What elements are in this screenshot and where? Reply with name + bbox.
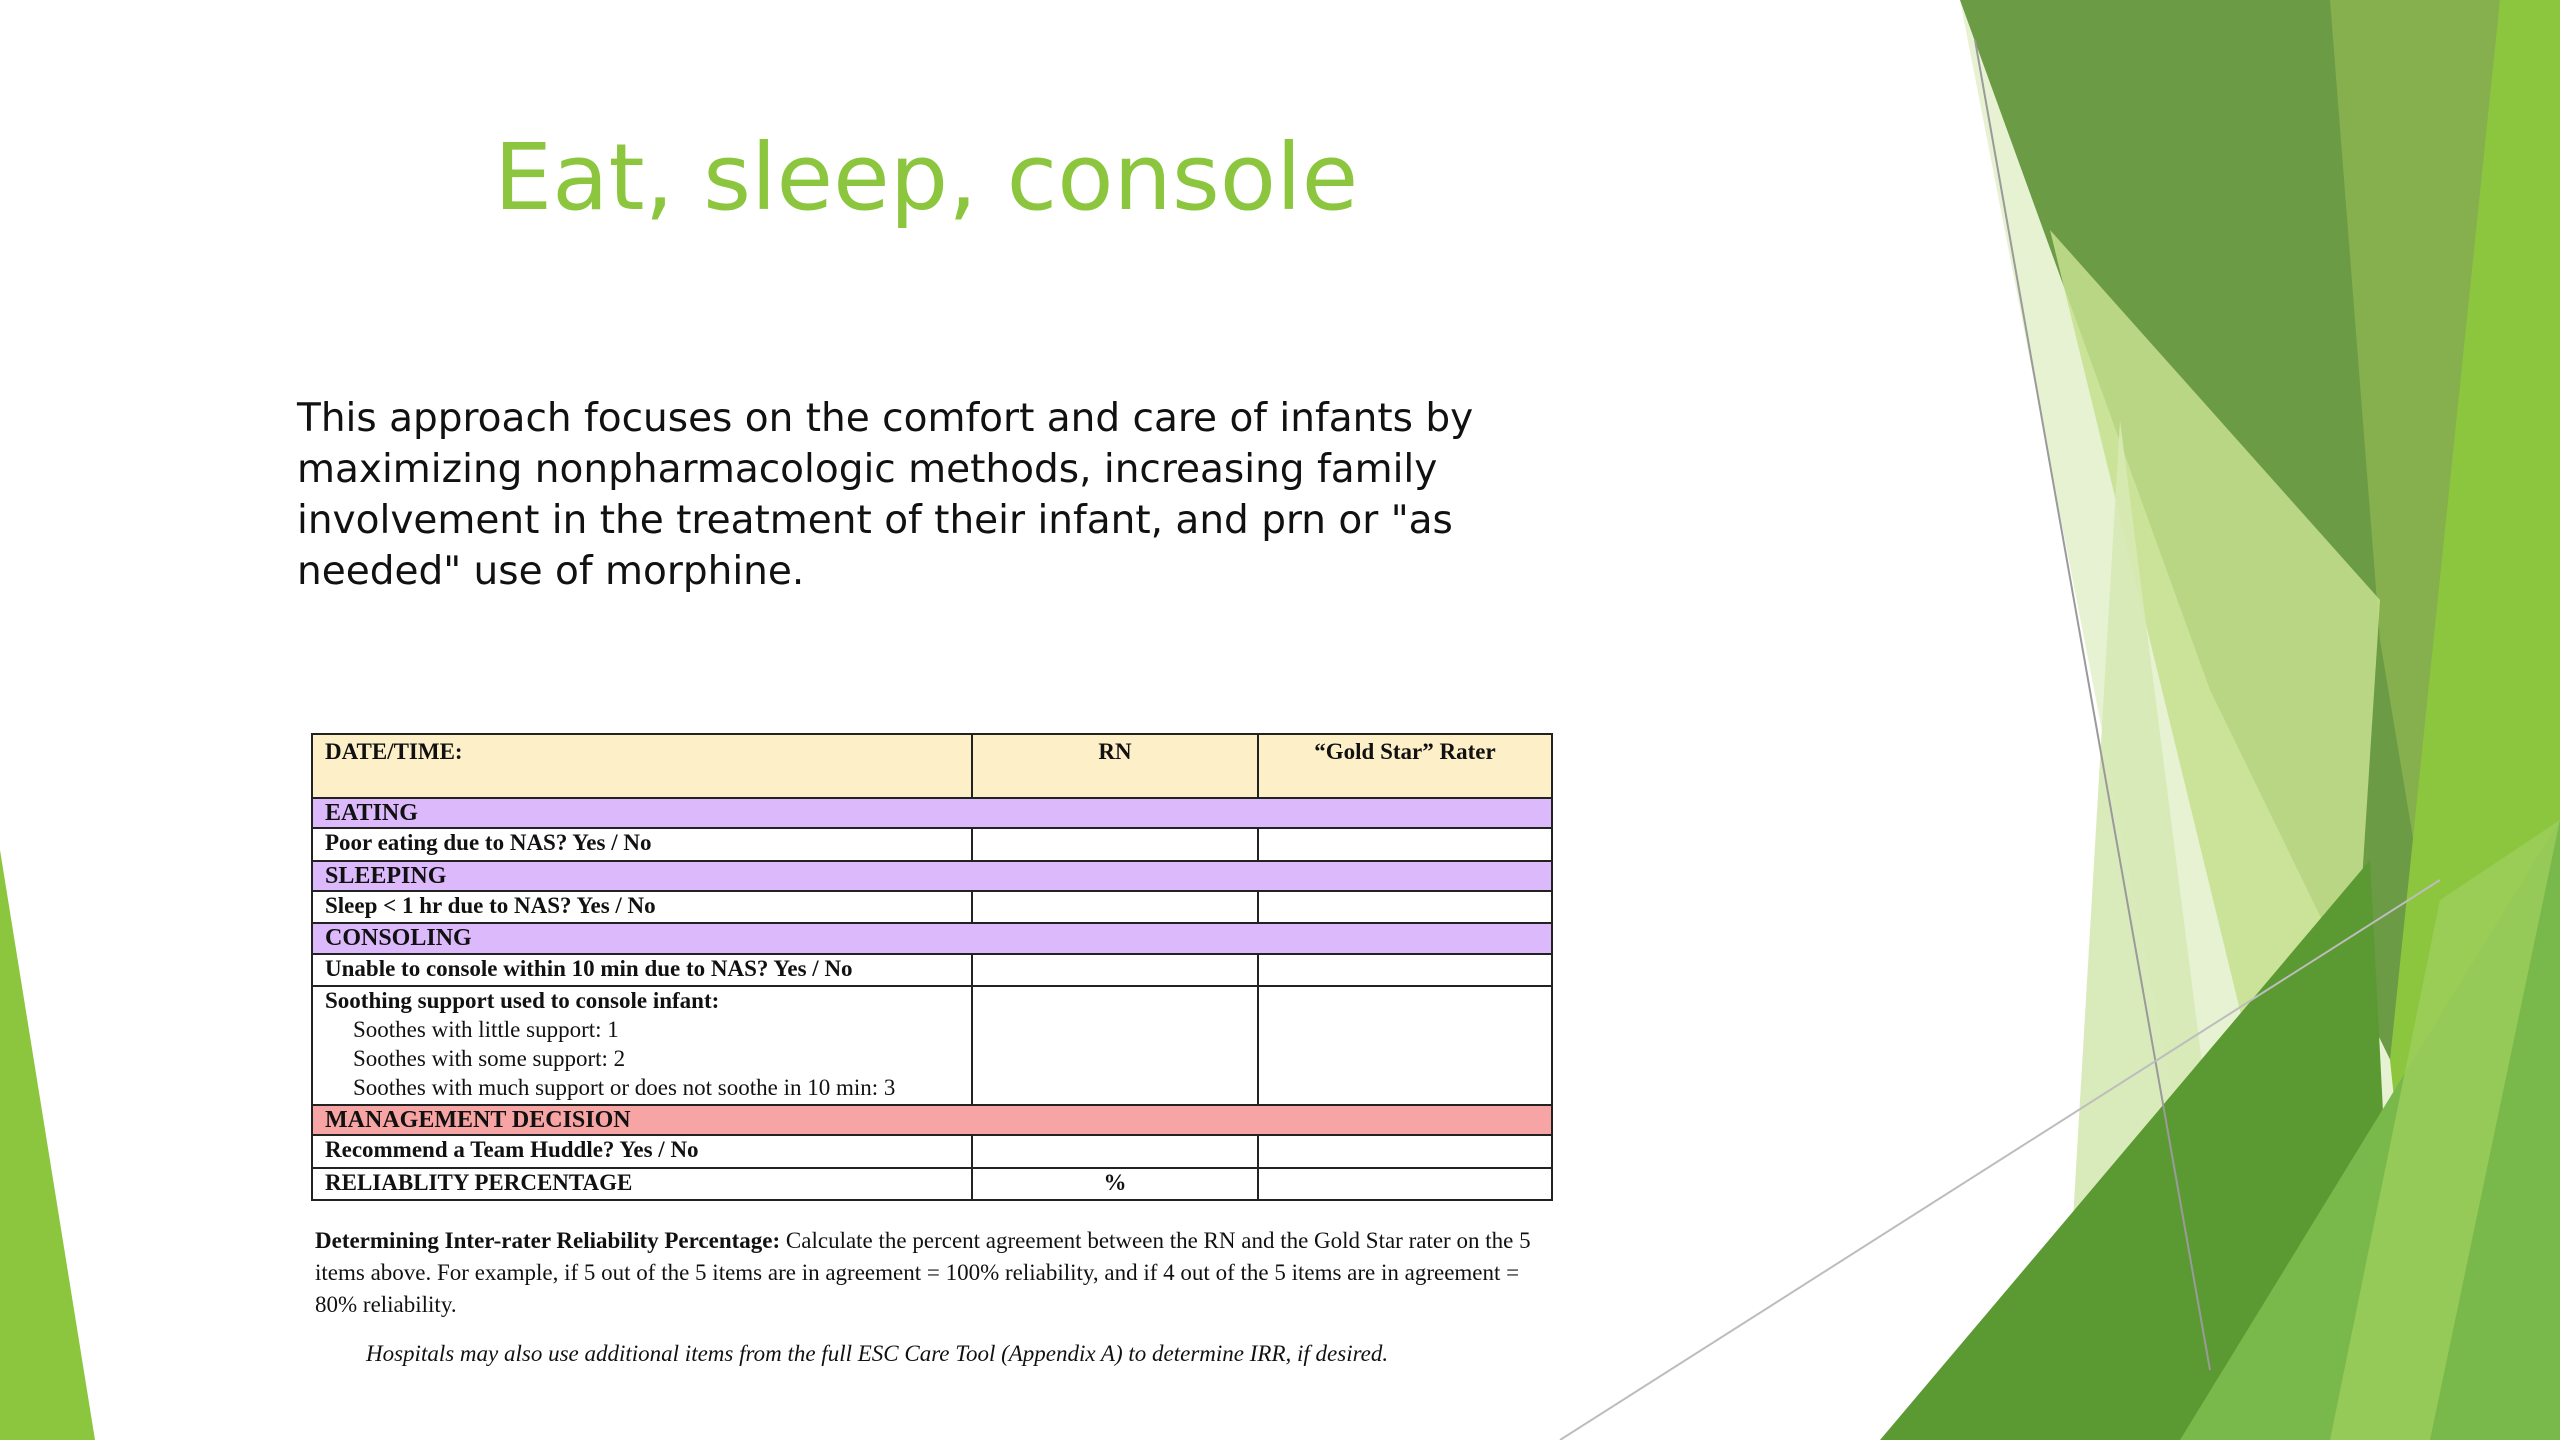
- header-gold-star-rater: “Gold Star” Rater: [1258, 734, 1552, 798]
- rater-cell: [1258, 1168, 1552, 1200]
- header-date-time: DATE/TIME:: [312, 734, 972, 798]
- row-label: RELIABLITY PERCENTAGE: [312, 1168, 972, 1200]
- rater-cell: [1258, 986, 1552, 1105]
- rn-cell: [972, 1135, 1258, 1167]
- section-eating: [312, 798, 1552, 828]
- section-management-decision: [312, 1105, 1552, 1135]
- rn-cell: [972, 986, 1258, 1105]
- header-rn: RN: [972, 734, 1258, 798]
- soothing-title: Soothing support used to console infant:: [325, 988, 720, 1014]
- rater-cell: [1258, 1135, 1552, 1167]
- soothing-cell: [312, 986, 972, 1105]
- table-row-reliability: [312, 1168, 1552, 1200]
- soothing-option-2: Soothes with some support: 2: [353, 1046, 626, 1072]
- section-label: CONSOLING: [312, 923, 1552, 953]
- irr-text: Calculate the percent agreement between the RN and the Gold Star rater on the 5 items above. For example, if 5 out of the 5 items are in agreement = 100% reliability, and if 4 out of the 5 items are in agreement = 80% reliability.: [315, 1228, 1531, 1317]
- rn-cell: [972, 954, 1258, 986]
- soothing-option-3: Soothes with much support or does not soothe in 10 min: 3: [353, 1075, 896, 1101]
- section-sleeping: [312, 861, 1552, 891]
- table-header-row: [312, 734, 1552, 798]
- rater-cell: [1258, 891, 1552, 923]
- row-label: Sleep < 1 hr due to NAS? Yes / No: [312, 891, 972, 923]
- row-label: Unable to console within 10 min due to NAS? Yes / No: [312, 954, 972, 986]
- soothing-option-1: Soothes with little support: 1: [353, 1017, 619, 1043]
- table-row: [312, 828, 1552, 860]
- slide-body-text: This approach focuses on the comfort and care of infants by maximizing nonpharmacologic methods, increasing family involvement in the treatment of their infant, and prn or "as needed" use of morphine.: [297, 396, 1474, 594]
- section-consoling: [312, 923, 1552, 953]
- section-label: SLEEPING: [312, 861, 1552, 891]
- section-label: EATING: [312, 798, 1552, 828]
- percent-cell: %: [972, 1168, 1258, 1200]
- table-row: [312, 891, 1552, 923]
- esc-care-tool-table: [311, 733, 1553, 1201]
- table-row: [312, 1135, 1552, 1167]
- rn-cell: [972, 828, 1258, 860]
- rater-cell: [1258, 954, 1552, 986]
- section-label: MANAGEMENT DECISION: [312, 1105, 1552, 1135]
- row-label: Recommend a Team Huddle? Yes / No: [312, 1135, 972, 1167]
- table-row-soothing: [312, 986, 1552, 1105]
- hospitals-note: Hospitals may also use additional items from the full ESC Care Tool (Appendix A) to determine IRR, if desired.: [366, 1341, 1389, 1366]
- table-row: [312, 954, 1552, 986]
- rn-cell: [972, 891, 1258, 923]
- irr-note: [315, 1225, 1555, 1321]
- row-label: Poor eating due to NAS? Yes / No: [312, 828, 972, 860]
- irr-label: Determining Inter-rater Reliability Percentage:: [315, 1228, 781, 1253]
- rater-cell: [1258, 828, 1552, 860]
- slide-title: Eat, sleep, console: [494, 124, 1359, 231]
